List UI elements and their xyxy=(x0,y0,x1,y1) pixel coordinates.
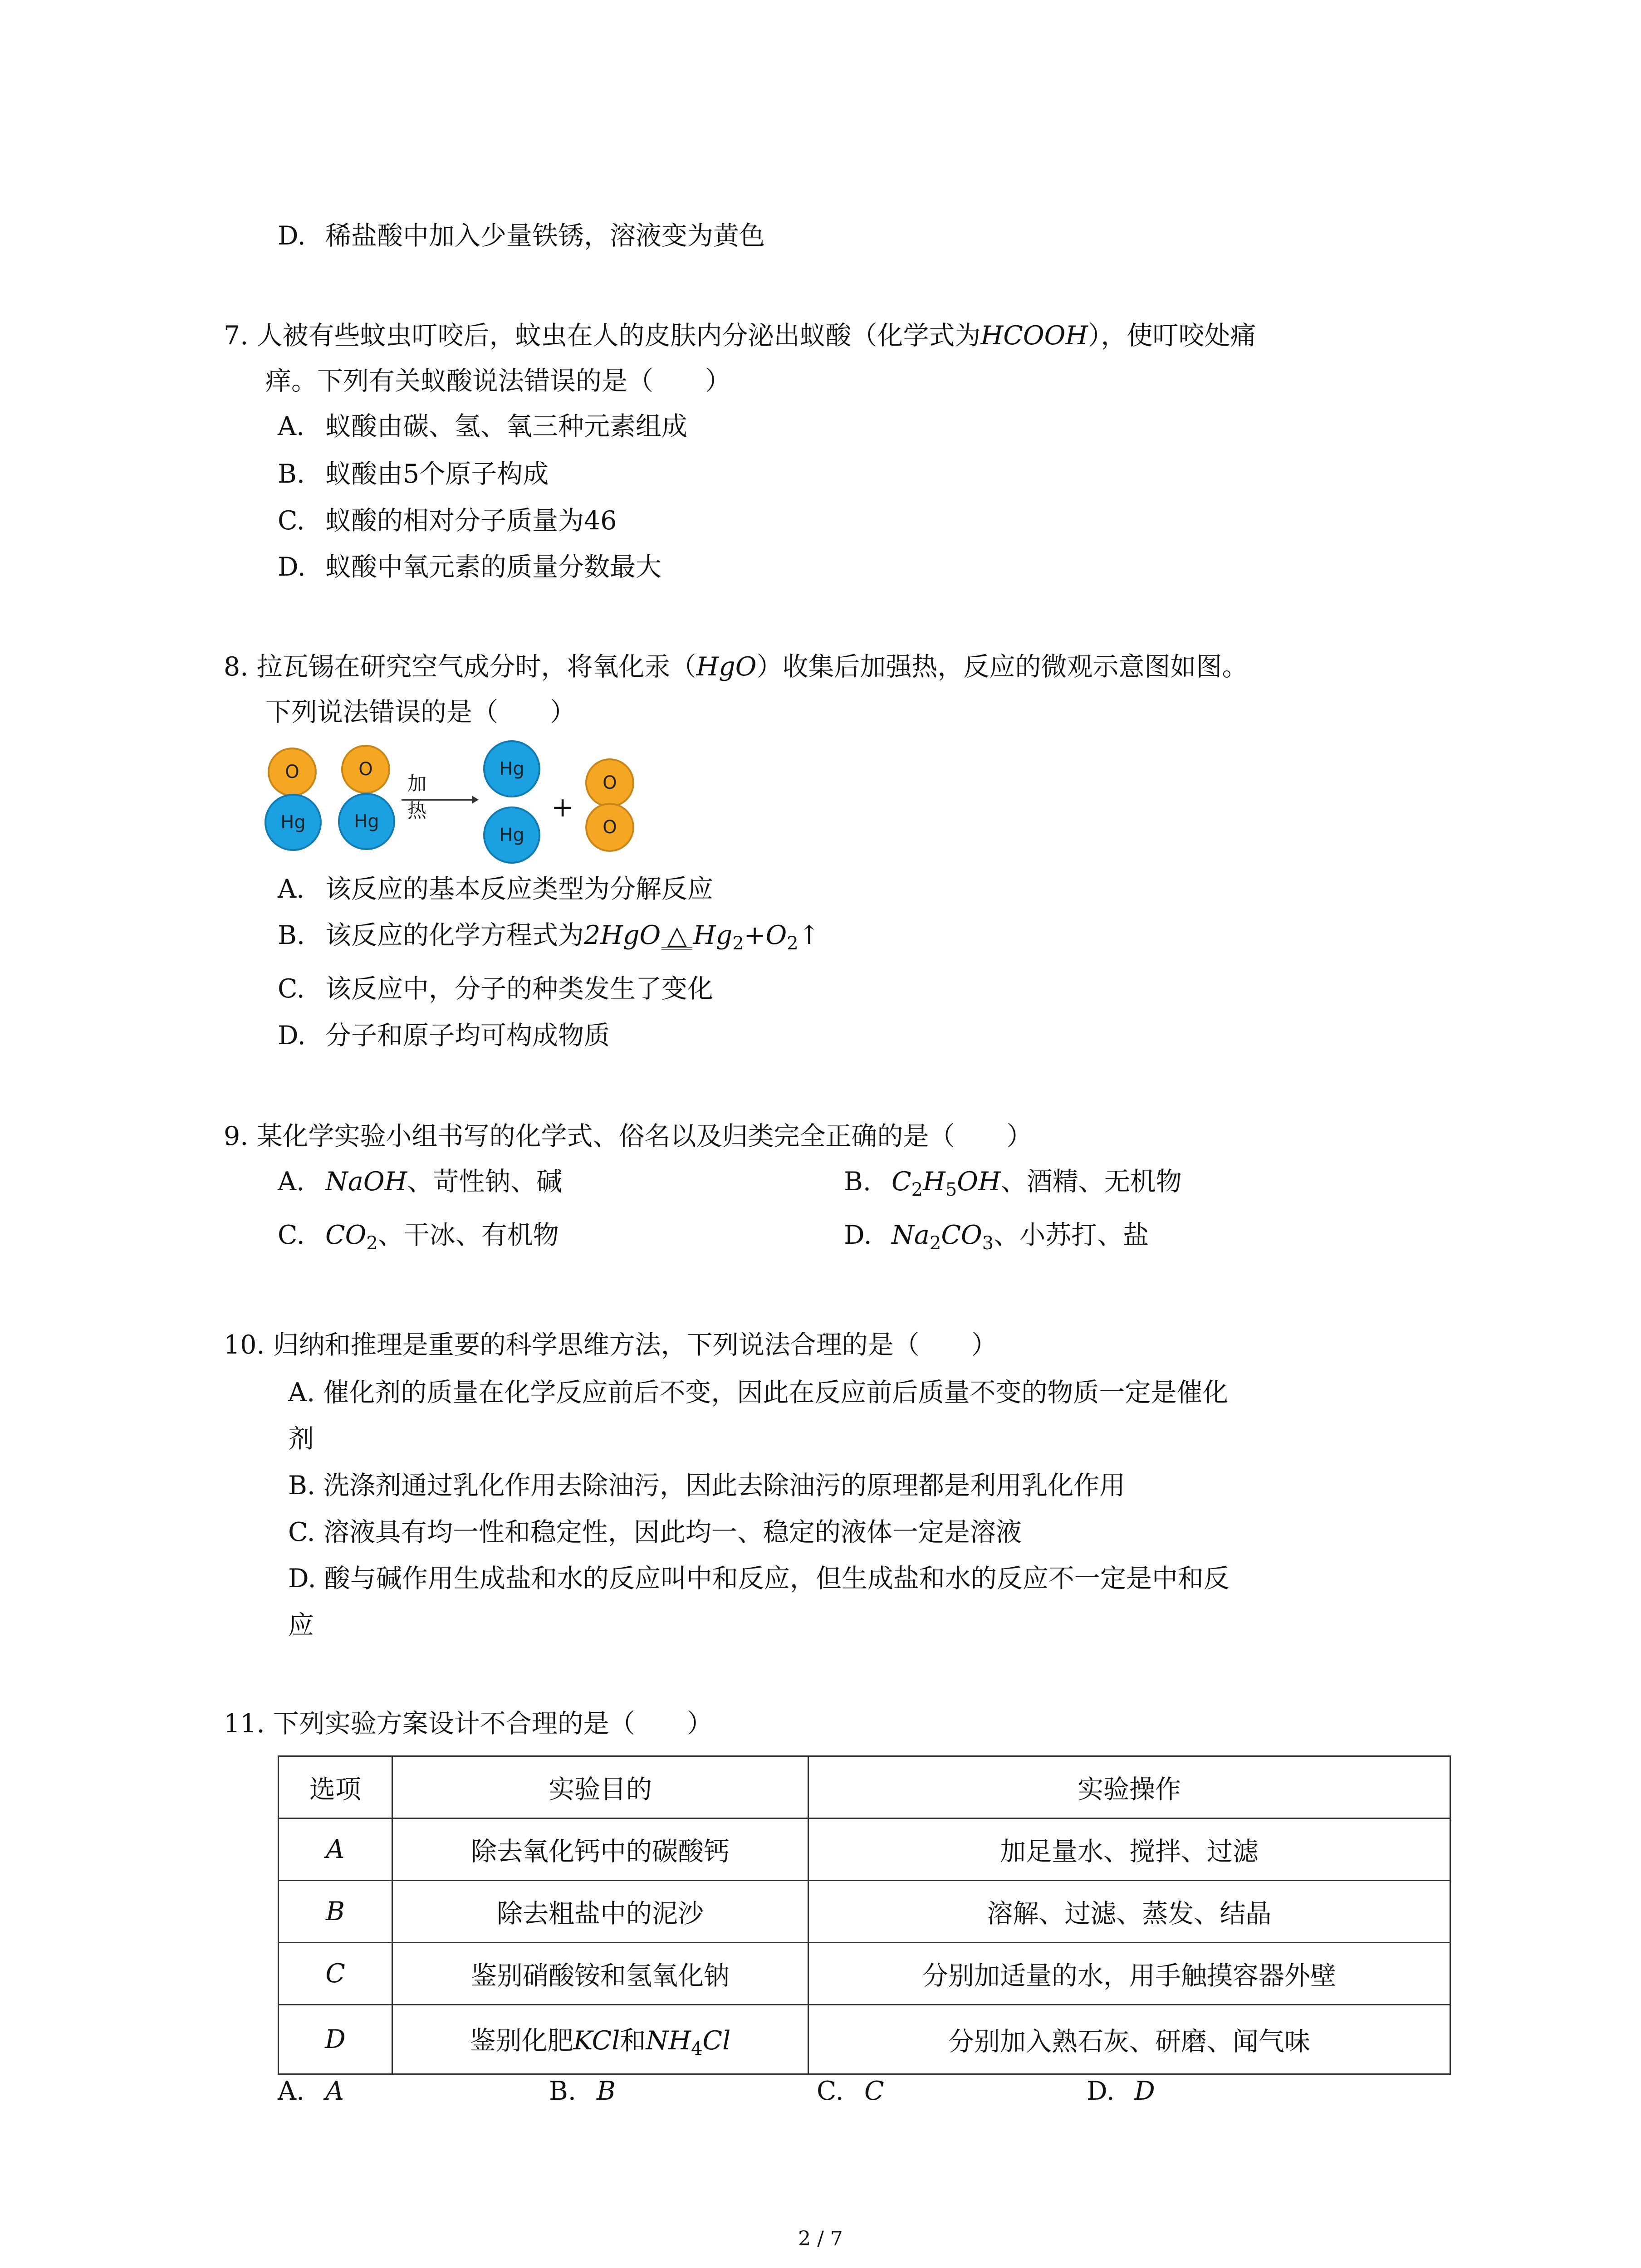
oxygen-atom: O xyxy=(585,803,634,852)
q11-stem: 11. 下列实验方案设计不合理的是（ ） xyxy=(224,1709,713,1739)
q11-answer-b: B. B xyxy=(549,2076,616,2106)
mercury-atom: Hg xyxy=(483,807,540,864)
q10-option-a-line2: 剂 xyxy=(288,1424,314,1454)
q7-option-b: B. 蚁酸由5个原子构成 xyxy=(278,459,549,489)
header-option: 选项 xyxy=(279,1756,392,1818)
reaction-condition: △ xyxy=(667,917,687,953)
q10-option-d-line2: 应 xyxy=(288,1610,314,1640)
row-purpose: 除去粗盐中的泥沙 xyxy=(392,1881,808,1943)
table-header-row xyxy=(279,1756,1450,1818)
oxygen-atom: O xyxy=(585,758,634,807)
header-operation: 实验操作 xyxy=(808,1756,1450,1818)
q9-option-a: A. NaOH、苛性钠、碱 xyxy=(278,1167,563,1197)
q10-option-d-line1: D. 酸与碱作用生成盐和水的反应叫中和反应，但生成盐和水的反应不一定是中和反 xyxy=(288,1564,1230,1593)
row-purpose: 鉴别化肥KCl和$NH_4Cl$ xyxy=(392,2005,808,2074)
q7-stem-line2: 痒。下列有关蚁酸说法错误的是（ ） xyxy=(265,366,731,396)
q8-stem-line1: 8. 拉瓦锡在研究空气成分时，将氧化汞（HgO）收集后加强热，反应的微观示意图如图。 xyxy=(224,652,1248,682)
reaction-arrow-icon xyxy=(402,793,479,807)
q7-option-d: D. 蚁酸中氧元素的质量分数最大 xyxy=(278,552,661,582)
q9-stem: 9. 某化学实验小组书写的化学式、俗名以及归类完全正确的是（ ） xyxy=(224,1121,1033,1151)
table-row xyxy=(279,1943,1450,2005)
q8-option-b: B. 该反应的化学方程式为2HgO △ $Hg_2+O_2↑$ xyxy=(278,917,820,962)
row-operation: 分别加适量的水，用手触摸容器外壁 xyxy=(808,1943,1450,2005)
oxygen-atom: O xyxy=(341,745,390,794)
table-row xyxy=(279,1881,1450,1943)
oxygen-atom: O xyxy=(268,748,317,797)
q10-option-a-line1: A. 催化剂的质量在化学反应前后不变，因此在反应前后质量不变的物质一定是催化 xyxy=(288,1378,1229,1408)
q7-stem-line1: 7. 人被有些蚊虫叮咬后，蚊虫在人的皮肤内分泌出蚁酸（化学式为HCOOH），使叮咬处痛 xyxy=(224,321,1256,351)
mercury-atom: Hg xyxy=(338,793,395,850)
row-option: A xyxy=(279,1818,392,1881)
mercury-atom: Hg xyxy=(483,740,540,797)
q9-option-c: C. $CO_2$、干冰、有机物 xyxy=(278,1220,559,1254)
q10-stem: 10. 归纳和推理是重要的科学思维方法，下列说法合理的是（ ） xyxy=(224,1330,997,1360)
q11-answer-a: A. A xyxy=(278,2076,344,2106)
row-option: C xyxy=(279,1943,392,2005)
q11-answer-c: C. C xyxy=(817,2076,884,2106)
row-operation: 加足量水、搅拌、过滤 xyxy=(808,1818,1450,1881)
q10-option-c: C. 溶液具有均一性和稳定性，因此均一、稳定的液体一定是溶液 xyxy=(288,1517,1022,1547)
row-purpose: 除去氧化钙中的碳酸钙 xyxy=(392,1818,808,1881)
page-number: 2 / 7 xyxy=(798,2227,843,2250)
row-operation: 分别加入熟石灰、研磨、闻气味 xyxy=(808,2005,1450,2074)
q9-option-b: B. $C_2H_5OH$、酒精、无机物 xyxy=(844,1167,1182,1200)
q11-answer-d: D. D xyxy=(1087,2076,1155,2106)
mercury-atom: Hg xyxy=(265,794,322,851)
row-purpose: 鉴别硝酸铵和氢氧化钠 xyxy=(392,1943,808,2005)
table-row xyxy=(279,2005,1450,2074)
q6-option-d: D. 稀盐酸中加入少量铁锈，溶液变为黄色 xyxy=(278,221,765,251)
header-purpose: 实验目的 xyxy=(392,1756,808,1818)
arrow-label: 加热 xyxy=(407,772,427,822)
q10-option-b: B. 洗涤剂通过乳化作用去除油污，因此去除油污的原理都是利用乳化作用 xyxy=(288,1471,1126,1501)
row-option: D xyxy=(279,2005,392,2074)
q8-stem-line2: 下列说法错误的是（ ） xyxy=(265,697,576,727)
q8-option-a: A. 该反应的基本反应类型为分解反应 xyxy=(278,874,713,904)
q9-option-d: D. $Na_2CO_3$、小苏打、盐 xyxy=(844,1220,1149,1254)
experiment-table xyxy=(278,1755,1451,2075)
row-operation: 溶解、过滤、蒸发、结晶 xyxy=(808,1881,1450,1943)
q7-option-c: C. 蚁酸的相对分子质量为46 xyxy=(278,506,617,536)
q8-option-d: D. 分子和原子均可构成物质 xyxy=(278,1021,610,1051)
table-row xyxy=(279,1818,1450,1881)
q8-option-c: C. 该反应中，分子的种类发生了变化 xyxy=(278,974,713,1004)
q7-option-a: A. 蚁酸由碳、氢、氧三种元素组成 xyxy=(278,411,687,441)
plus-sign: + xyxy=(551,792,574,823)
row-option: B xyxy=(279,1881,392,1943)
